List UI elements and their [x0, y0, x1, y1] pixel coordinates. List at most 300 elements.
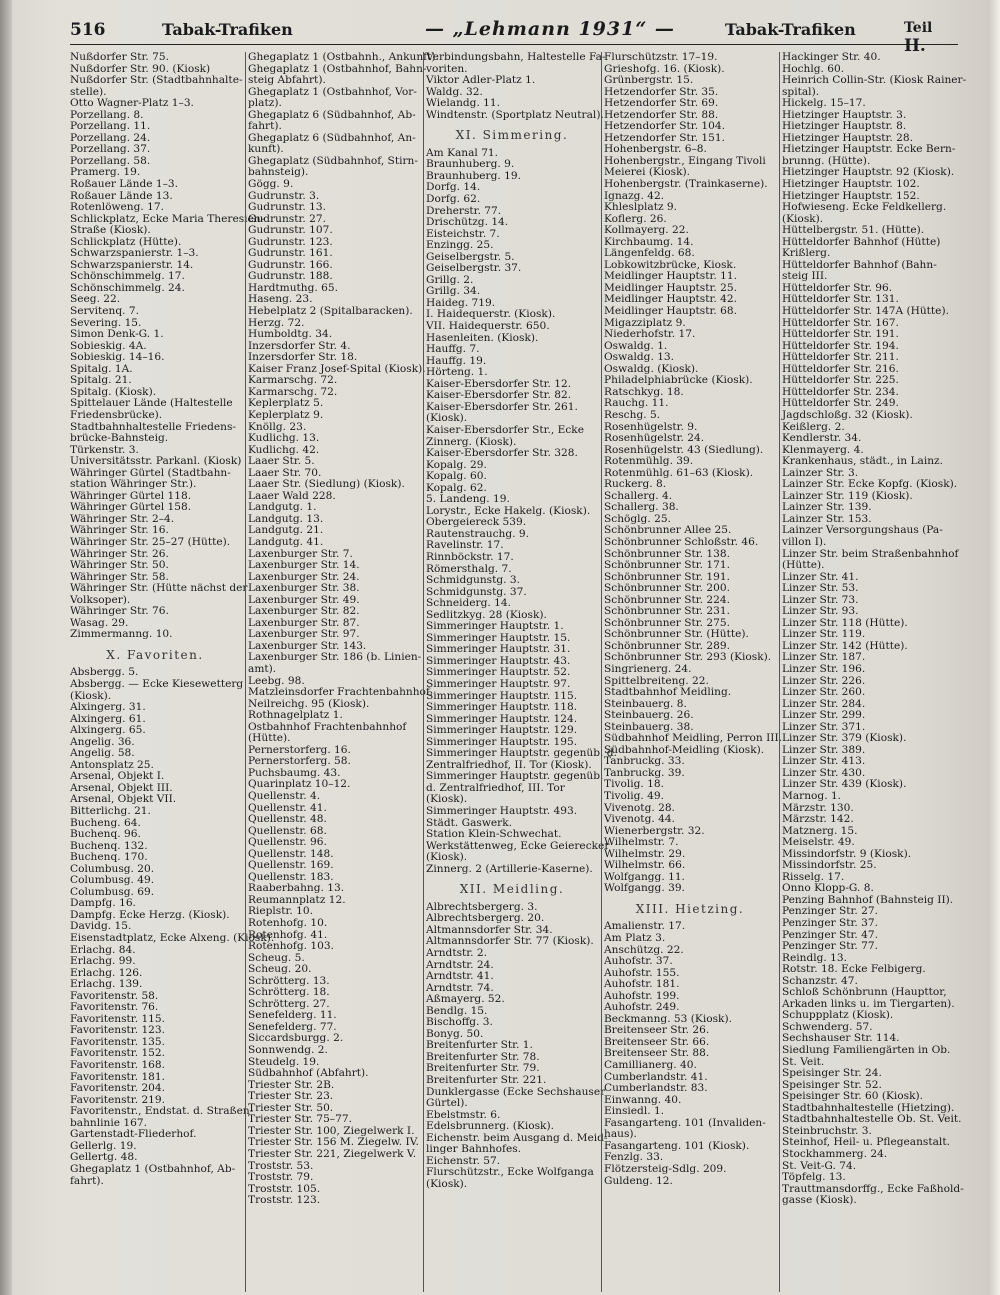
- listing-entry: Haseng. 23.: [248, 293, 313, 306]
- listing-entry: Roßauer Lände 1–3.: [70, 178, 179, 191]
- listing-entry: Märzstr. 130.: [782, 801, 854, 814]
- listing-entry: Camillianerg. 40.: [604, 1059, 697, 1072]
- column-rule: [245, 52, 246, 1292]
- listing-entry: Hietzinger Hauptstr. 152.: [782, 189, 920, 202]
- listing-entry: Reumannplatz 12.: [248, 893, 346, 906]
- listing-entry: Bischoffg. 3.: [426, 1016, 493, 1029]
- listing-entry: Kollmayerg. 22.: [604, 224, 689, 237]
- listing-entry: Hasenleiten. (Kiosk).: [426, 331, 539, 344]
- listing-entry: Puchsbaumg. 43.: [248, 766, 341, 779]
- listing-entry: Rotenmühlg. 39.: [604, 455, 694, 468]
- listing-entry: Hauffg. 7.: [426, 343, 480, 356]
- listing-entry: Landgutg. 1.: [248, 501, 317, 514]
- listing-entry: Linzer Str. 41.: [782, 570, 859, 583]
- listing-entry: Quellenstr. 68.: [248, 824, 327, 837]
- listing-entry: Columbusg. 69.: [70, 885, 155, 898]
- page-header: [70, 16, 958, 56]
- listing-entry: Währinger Gürtel 158.: [70, 501, 192, 514]
- listing-entry: Laxenburger Str. 38.: [248, 582, 360, 595]
- listing-entry: Schmidgunstg. 37.: [426, 585, 527, 598]
- listing-entry: Laxenburger Str. 49.: [248, 593, 360, 606]
- listing-entry: Davidg. 15.: [70, 920, 132, 933]
- listing-entry: Kaiser-Ebersdorfer Str., Ecke: [426, 423, 584, 436]
- listing-entry: Schönbrunner Str. 224.: [604, 593, 730, 606]
- listing-entry: Troststr. 105.: [248, 1182, 321, 1195]
- listing-entry: Tivolig. 18.: [604, 778, 664, 791]
- listing-entry: Währinger Str. 25–27 (Hütte).: [70, 535, 231, 548]
- listing-entry: Meidlinger Hauptstr. 25.: [604, 281, 737, 294]
- listing-entry: Hetzendorfer Str. 104.: [604, 120, 726, 133]
- listing-entry: Kudlichg. 42.: [248, 443, 320, 456]
- listing-entry: Zinnerg. (Kiosk).: [426, 435, 517, 448]
- listing-entry: Quarinplatz 10–12.: [248, 778, 351, 791]
- listing-entry: Schuppplatz (Kiosk).: [782, 1009, 894, 1022]
- listing-entry: Gudrunstr. 13.: [248, 201, 326, 214]
- listing-entry: Matzleinsdorfer Frachtenbahnhof.: [248, 686, 433, 699]
- listing-entry: Währinger Str. 26.: [70, 547, 169, 560]
- listing-entry: Station Klein-Schwechat.: [426, 828, 562, 841]
- listing-entry: Währinger Str. 16.: [70, 524, 169, 537]
- listing-entry: Hietzinger Hauptstr. 28.: [782, 131, 914, 144]
- listing-entry: Gartenstadt-Fliederhof.: [70, 1128, 197, 1141]
- listing-entry: Volksoper).: [70, 593, 131, 606]
- listing-entry: (Kiosk).: [70, 689, 112, 702]
- listing-entry: Meidlinger Hauptstr. 11.: [604, 270, 737, 283]
- listing-entry: Tivolig. 49.: [604, 790, 664, 802]
- listing-entry: Hütteldorfer Str. 96.: [782, 281, 893, 294]
- listing-entry: Erlachg. 139.: [70, 978, 143, 991]
- part-label: [904, 20, 958, 56]
- column-rule: [601, 52, 602, 1292]
- listing-entry: brücke-Bahnsteig.: [70, 432, 169, 445]
- listing-entry: Ignazg. 42.: [604, 189, 665, 202]
- listing-entry: Servitenq. 7.: [70, 305, 139, 318]
- listing-entry: Simmeringer Hauptstr. 97.: [426, 677, 571, 690]
- listing-entry: station Währinger Str.).: [70, 478, 197, 491]
- listing-entry: Kaiser-Ebersdorfer Str. 261.: [426, 400, 578, 413]
- listing-entry: (Kiosk).: [426, 412, 468, 425]
- listing-entry: Speisinger Str. 24.: [782, 1067, 882, 1080]
- listing-entry: Heinrich Collin-Str. (Kiosk Rainer-: [782, 74, 967, 87]
- listing-entry: steig III.: [782, 270, 828, 283]
- district-heading: XII. Meidling.: [459, 882, 565, 897]
- listing-entry: Sobieskig. 4A.: [70, 339, 147, 352]
- listing-entry: Breitenseer Str. 26.: [604, 1024, 710, 1037]
- listing-entry: Hütteldorfer Str. 225.: [782, 374, 899, 387]
- listing-entry: Lainzer Str. 139.: [782, 501, 872, 514]
- listing-entry: Schönbrunner Str. 289.: [604, 639, 730, 652]
- listing-entry: Ghegaplatz (Südbahnhof, Stirn-: [248, 154, 418, 167]
- listing-entry: amt).: [248, 662, 277, 675]
- listing-entry: Eisenstadtplatz, Ecke Alxeng. (Kiosk).: [70, 932, 275, 945]
- listing-entry: Töpfelg. 13.: [782, 1171, 846, 1184]
- column-rule: [779, 52, 780, 1292]
- listing-entry: Quellenstr. 183.: [248, 870, 334, 883]
- listing-entry: Nußdorfer Str. 90. (Kiosk): [70, 62, 211, 75]
- listing-entry: Senefelderg. 11.: [248, 1009, 337, 1022]
- listing-entry: Breitenfurter Str. 221.: [426, 1074, 547, 1087]
- listing-entry: platz).: [248, 97, 282, 110]
- listing-entry: Sonnwendg. 2.: [248, 1044, 328, 1057]
- listing-entry: Meiselstr. 49.: [782, 836, 855, 849]
- listing-entry: Quellenstr. 4.: [248, 790, 321, 802]
- listing-entry: Lainzer Str. Ecke Kopfg. (Kiosk).: [782, 478, 958, 491]
- listing-entry: Schönbrunner Str. 293 (Kiosk).: [604, 651, 772, 664]
- column-4: [604, 51, 783, 1292]
- listing-entry: Penzinger Str. 77.: [782, 940, 879, 953]
- listing-entry: Dreherstr. 77.: [426, 204, 502, 217]
- listing-entry: Flurschützstr. 17–19.: [604, 51, 718, 63]
- listing-entry: (Hütte).: [782, 559, 825, 572]
- listing-entry: Ruckerg. 8.: [604, 478, 667, 491]
- part-number: II.: [904, 36, 926, 56]
- listing-entry: Quellenstr. 41.: [248, 801, 327, 814]
- listing-entry: Fenzlg. 33.: [604, 1151, 664, 1164]
- listing-entry: Triester Str. 23.: [248, 1090, 334, 1103]
- listing-entry: Penzinger Str. 27.: [782, 905, 879, 918]
- listing-entry: Gellertg. 48.: [70, 1151, 138, 1164]
- listing-entry: Vivenotg. 28.: [604, 801, 675, 814]
- listing-entry: Ghegaplatz 1 (Ostbahnhof, Vor-: [248, 85, 417, 98]
- listing-entry: Schallerg. 4.: [604, 489, 673, 502]
- listing-entry: Wolfgangg. 11.: [604, 870, 685, 883]
- listing-entry: Schwenderg. 57.: [782, 1020, 873, 1033]
- listing-entry: Albrechtsbergerg. 20.: [426, 912, 545, 925]
- listing-entry: Schönbrunner Str. 200.: [604, 582, 730, 595]
- listing-entry: Wilhelmstr. 7.: [604, 836, 679, 849]
- listing-entry: Penzinger Str. 47.: [782, 928, 879, 941]
- listing-entry: Werkstättenweg, Ecke Geierecker: [426, 839, 610, 852]
- column-rule: [423, 52, 424, 1292]
- listing-entry: Eisteichstr. 7.: [426, 227, 500, 240]
- listing-entry: Erlachg. 99.: [70, 955, 136, 968]
- listing-entry: Simmeringer Hauptstr. 43.: [426, 654, 571, 667]
- listing-entry: Hietzinger Hauptstr. 102.: [782, 178, 920, 191]
- listing-entry: Marnog. 1.: [782, 790, 842, 802]
- listing-entry: Hetzendorfer Str. 69.: [604, 97, 719, 110]
- listing-entry: brunng. (Hütte).: [782, 154, 871, 167]
- listing-entry: Rieplstr. 10.: [248, 905, 313, 918]
- listing-entry: Simmeringer Hauptstr. gegenüb. d.: [426, 747, 617, 760]
- listing-entry: Städt. Gaswerk.: [426, 816, 513, 829]
- listing-entry: St. Veit.: [782, 1055, 825, 1068]
- listing-entry: Porzellang. 24.: [70, 131, 151, 144]
- listing-entry: Speisinger Str. 60 (Kiosk).: [782, 1090, 923, 1103]
- listing-entry: Triester Str. 100, Ziegelwerk I.: [248, 1124, 415, 1137]
- listing-entry: Roßauer Lände 13.: [70, 189, 173, 202]
- listing-entry: Obergeiereck 539.: [426, 516, 527, 529]
- running-title-center: — „Lehmann 1931“ —: [425, 18, 675, 40]
- listing-entry: Quellenstr. 48.: [248, 813, 327, 826]
- listing-entry: Krißlerg.: [782, 247, 831, 260]
- listing-entry: Sedlitzkyg. 28 (Kiosk).: [426, 608, 547, 621]
- listing-entry: Rauchg. 11.: [604, 397, 669, 410]
- listing-entry: Viktor Adler-Platz 1.: [426, 74, 536, 87]
- listing-entry: Linzer Str. 430.: [782, 766, 866, 779]
- listing-entry: Dunklergasse (Ecke Sechshauser: [426, 1085, 606, 1098]
- listing-entry: Schöglg. 25.: [604, 512, 671, 525]
- listing-entry: gasse (Kiosk).: [782, 1194, 857, 1207]
- listing-entry: Grillg. 2.: [426, 273, 474, 286]
- listing-entry: Schönschimmelg. 17.: [70, 270, 185, 283]
- listing-entry: Fasangarteng. 101 (Invaliden-: [604, 1116, 766, 1129]
- column-5: [782, 51, 967, 1292]
- listing-entry: Favoritenstr. 181.: [70, 1070, 166, 1083]
- listing-entry: Friedensbrücke).: [70, 408, 163, 421]
- listing-entry: Migazziplatz 9.: [604, 316, 686, 329]
- listing-entry: Speisinger Str. 52.: [782, 1078, 882, 1091]
- listing-entry: Schönbrunner Str. 171.: [604, 559, 730, 572]
- listing-entry: (Hütte).: [248, 732, 291, 745]
- listing-entry: Gudrunstr. 188.: [248, 270, 333, 283]
- listing-entry: Breitenseer Str. 88.: [604, 1047, 710, 1060]
- listing-entry: Siedlung Familiengärten in Ob.: [782, 1044, 951, 1057]
- listing-entry: Währinger Str. (Hütte nächst der: [70, 582, 248, 595]
- listing-entry: Absbergg. — Ecke Kiesewetterg: [70, 677, 244, 690]
- listing-entry: Hütteldorfer Str. 147A (Hütte).: [782, 305, 949, 318]
- listing-entry: Triester Str. 50.: [248, 1101, 334, 1114]
- listing-entry: Hütteldorfer Str. 211.: [782, 351, 899, 364]
- listing-entry: Spitalg. 1A.: [70, 362, 133, 375]
- listing-entry: bahnsteig).: [248, 166, 309, 179]
- listing-entry: Schönbrunner Allee 25.: [604, 524, 732, 537]
- listing-entry: Risselg. 17.: [782, 870, 845, 883]
- listing-entry: 5. Landeng. 19.: [426, 493, 510, 506]
- listing-entry: Missindorfstr. 25.: [782, 859, 877, 872]
- listing-entry: Trauttmansdorffg., Ecke Faßhold-: [782, 1182, 964, 1195]
- listing-entry: Eichenstr. 57.: [426, 1154, 501, 1167]
- listing-entry: Spittelauer Lände (Haltestelle: [70, 397, 233, 410]
- listing-entry: Rotenmühlg. 61–63 (Kiosk).: [604, 466, 754, 479]
- listing-entry: Schönbrunner Str. (Hütte).: [604, 628, 749, 641]
- listing-entry: Favoritenstr. 123.: [70, 1024, 166, 1037]
- listing-entry: Linzer Str. beim Straßenbahnhof: [782, 547, 959, 560]
- listing-entry: Dorfg. 14.: [426, 181, 481, 194]
- listing-entry: Rotenlöweng. 17.: [70, 201, 164, 214]
- listing-entry: Antonsplatz 25.: [70, 758, 154, 771]
- listing-entry: Alxingerg. 61.: [70, 712, 146, 725]
- listing-entry: Troststr. 53.: [248, 1159, 314, 1172]
- listing-entry: Längenfeldg. 68.: [604, 247, 695, 260]
- listing-entry: Schrötterg. 18.: [248, 986, 330, 999]
- listing-entry: Kopalg. 29.: [426, 458, 487, 471]
- listing-entry: Spitalg. (Kiosk).: [70, 385, 157, 398]
- listing-entry: Hütteldorfer Str. 249.: [782, 397, 899, 410]
- listing-entry: Karmarschg. 72.: [248, 374, 338, 387]
- listing-entry: Simmeringer Hauptstr. 493.: [426, 805, 578, 817]
- running-title-left: Tabak-Trafiken: [162, 20, 293, 39]
- listing-entry: Hietzinger Hauptstr. 8.: [782, 120, 907, 133]
- listing-entry: Scheug. 5.: [248, 951, 305, 964]
- listing-entry: Auhofstr. 37.: [604, 955, 673, 968]
- listing-entry: Dorfg. 62.: [426, 193, 481, 206]
- listing-entry: stelle).: [70, 85, 107, 98]
- listing-entry: Simmeringer Hauptstr. 1.: [426, 620, 564, 633]
- district-heading: XIII. Hietzing.: [635, 901, 745, 916]
- listing-entry: Simmeringer Hauptstr. 52.: [426, 666, 571, 679]
- listing-entry: Ostbahnhof Frachtenbahnhof: [248, 720, 407, 733]
- listing-entry: Oswaldg. 1.: [604, 339, 668, 352]
- listing-entry: Keplerplatz 9.: [248, 408, 324, 421]
- listing-entry: Favoritenstr. 168.: [70, 1059, 166, 1072]
- listing-entry: Windtenstr. (Sportplatz Neutral).: [426, 108, 604, 121]
- listing-entry: Troststr. 79.: [248, 1171, 314, 1184]
- listing-entry: Rosenhügelstr. 24.: [604, 432, 705, 445]
- listing-entry: Kaiser-Ebersdorfer Str. 328.: [426, 447, 578, 460]
- listing-entry: Singrienerg. 24.: [604, 662, 692, 675]
- listing-entry: Favoritenstr. 152.: [70, 1047, 166, 1060]
- binding-gutter: [0, 0, 12, 1295]
- listing-entry: Ghegaplatz 6 (Südbahnhof, An-: [248, 131, 416, 144]
- listing-entry: Klenmayerg. 4.: [782, 443, 864, 456]
- listing-entry: Simmeringer Hauptstr. gegenüb.: [426, 770, 604, 783]
- listing-entry: Triester Str. 2B.: [248, 1078, 335, 1091]
- listing-entry: Gürtel).: [426, 1097, 468, 1110]
- listing-entry: Philadelphiabrücke (Kiosk).: [604, 374, 753, 387]
- listing-entry: Oswaldg. (Kiosk).: [604, 362, 699, 375]
- listing-entry: Herzg. 72.: [248, 316, 305, 329]
- listing-entry: Raaberbahng. 13.: [248, 882, 345, 895]
- listing-entry: Steudelg. 19.: [248, 1055, 320, 1068]
- listing-entry: Hüttelbergstr. 51. (Hütte).: [782, 224, 925, 237]
- listing-entry: Lainzer Str. 3.: [782, 466, 859, 479]
- listing-entry: Edelsbrunnerg. (Kiosk).: [426, 1120, 554, 1133]
- listing-entry: Linzer Str. 93.: [782, 605, 859, 618]
- listing-columns: [70, 51, 967, 1292]
- listing-entry: Laaer Wald 228.: [248, 489, 336, 502]
- listing-entry: Ravelinstr. 17.: [426, 539, 504, 552]
- listing-entry: Porzellang. 37.: [70, 143, 151, 156]
- listing-entry: Onno Klopp-G. 8.: [782, 882, 874, 895]
- listing-entry: Altmannsdorfer Str. 34.: [426, 923, 553, 936]
- listing-entry: Favoritenstr. 115.: [70, 1012, 166, 1025]
- listing-entry: Auhofstr. 199.: [604, 989, 680, 1002]
- listing-entry: Drischützg. 14.: [426, 216, 509, 229]
- listing-entry: Währinger Str. 2–4.: [70, 512, 175, 525]
- listing-entry: Hietzinger Hauptstr. 3.: [782, 108, 907, 121]
- listing-entry: Simmeringer Hauptstr. 115.: [426, 689, 578, 702]
- listing-entry: Flötzersteig-Sdlg. 209.: [604, 1162, 727, 1175]
- listing-entry: Breitenfurter Str. 78.: [426, 1050, 540, 1063]
- listing-entry: Lainzer Str. 119 (Kiosk).: [782, 489, 913, 502]
- listing-entry: Laxenburger Str. 186 (b. Linien-: [248, 651, 422, 664]
- listing-entry: Währinger Gürtel (Stadtbahn-: [70, 466, 231, 479]
- listing-entry: Dampfg. Ecke Herzg. (Kiosk).: [70, 908, 230, 921]
- listing-entry: Triester Str. 75–77.: [248, 1113, 352, 1126]
- listing-entry: fahrt).: [70, 1174, 104, 1187]
- listing-entry: Amalienstr. 17.: [604, 920, 686, 933]
- listing-entry: Stadtbahnhaltestelle (Hietzing).: [782, 1101, 955, 1114]
- listing-entry: (Kiosk).: [782, 212, 824, 225]
- listing-entry: steig Abfahrt).: [248, 74, 326, 87]
- listing-entry: Laaer Str. 70.: [248, 466, 322, 479]
- listing-entry: Wienerbergstr. 32.: [604, 824, 705, 837]
- listing-entry: Bucheng. 64.: [70, 816, 141, 829]
- listing-entry: Waldg. 32.: [426, 85, 483, 98]
- listing-entry: Linzer Str. 196.: [782, 662, 866, 675]
- listing-entry: Anschützg. 22.: [604, 943, 684, 956]
- listing-entry: Verbindungsbahn, Haltestelle Fa-: [426, 51, 606, 63]
- running-title-right: Tabak-Trafiken: [725, 20, 856, 39]
- listing-entry: Penzinger Str. 37.: [782, 917, 879, 930]
- listing-entry: Beckmanng. 53 (Kiosk).: [604, 1012, 732, 1025]
- listing-entry: Schmidgunstg. 3.: [426, 574, 520, 587]
- listing-entry: Schallerg. 38.: [604, 501, 679, 514]
- listing-entry: Am Kanal 71.: [426, 146, 499, 159]
- listing-entry: Cumberlandstr. 41.: [604, 1070, 708, 1083]
- listing-entry: Jagdschloßg. 32 (Kiosk).: [782, 408, 913, 421]
- listing-entry: Cumberlandstr. 83.: [604, 1082, 708, 1095]
- listing-entry: Hochlg. 60.: [782, 62, 845, 75]
- listing-entry: Albrechtsbergerg. 3.: [426, 900, 538, 913]
- listing-entry: Arsenal, Objekt VII.: [70, 793, 177, 806]
- listing-entry: Penzing Bahnhof (Bahnsteig II).: [782, 893, 954, 906]
- listing-entry: Lainzer Versorgungshaus (Pa-: [782, 524, 943, 537]
- listing-entry: Linzer Str. 73.: [782, 593, 859, 606]
- listing-entry: Rosenhügelstr. 43 (Siedlung).: [604, 443, 764, 456]
- listing-entry: Linzer Str. 413.: [782, 755, 866, 768]
- listing-entry: Meidlinger Hauptstr. 42.: [604, 293, 737, 306]
- listing-entry: Knöllg. 23.: [248, 420, 307, 433]
- listing-entry: Alxingerg. 31.: [70, 701, 146, 714]
- listing-entry: Alxingerg. 65.: [70, 724, 146, 737]
- listing-entry: Einsiedl. 1.: [604, 1105, 665, 1118]
- listing-entry: Severing. 15.: [70, 316, 142, 329]
- listing-entry: Schönbrunner Str. 231.: [604, 605, 730, 618]
- listing-entry: Pramerg. 19.: [70, 166, 141, 179]
- listing-entry: villon I).: [782, 535, 827, 548]
- listing-entry: Simmeringer Hauptstr. 124.: [426, 712, 578, 725]
- listing-entry: Laxenburger Str. 7.: [248, 547, 353, 560]
- listing-entry: Spittelbreiteng. 22.: [604, 674, 709, 687]
- listing-entry: Quellenstr. 96.: [248, 836, 327, 849]
- listing-entry: Buchenq. 170.: [70, 851, 148, 864]
- listing-entry: Stadtbahnhaltestelle Ob. St. Veit.: [782, 1113, 962, 1126]
- listing-entry: Geiselbergstr. 5.: [426, 250, 515, 263]
- listing-entry: Braunhuberg. 9.: [426, 158, 515, 171]
- listing-entry: Fasangarteng. 101 (Kiosk).: [604, 1139, 750, 1152]
- listing-entry: Ghegaplatz 1 (Ostbahnhof, Ab-: [70, 1162, 236, 1175]
- listing-entry: Erlachg. 126.: [70, 966, 143, 979]
- listing-entry: Arndtstr. 2.: [426, 947, 488, 960]
- listing-entry: Hackinger Str. 40.: [782, 51, 881, 63]
- listing-entry: Hohenbergstr. 6–8.: [604, 143, 707, 156]
- listing-entry: Sechshauser Str. 114.: [782, 1032, 900, 1045]
- listing-entry: Pernerstorferg. 58.: [248, 755, 351, 768]
- listing-entry: Linzer Str. 187.: [782, 651, 866, 664]
- listing-entry: Gudrunstr. 27.: [248, 212, 326, 225]
- listing-entry: Hickelg. 15–17.: [782, 97, 866, 110]
- listing-entry: Steinhof, Heil- u. Pflegeanstalt.: [782, 1136, 950, 1149]
- listing-entry: Ghegaplatz 1 (Ostbahnh., Ankunft).: [248, 51, 439, 63]
- listing-entry: Gudrunstr. 166.: [248, 258, 333, 271]
- listing-entry: Hütteldorfer Str. 167.: [782, 316, 899, 329]
- listing-entry: Hütteldorfer Str. 234.: [782, 385, 899, 398]
- listing-entry: Dampfg. 16.: [70, 897, 136, 910]
- listing-entry: Spitalg. 21.: [70, 374, 132, 387]
- listing-entry: Römersthalg. 7.: [426, 562, 512, 575]
- listing-entry: Tanbruckg. 33.: [604, 755, 685, 768]
- listing-entry: Wilhelmstr. 29.: [604, 847, 686, 860]
- listing-entry: Breitenfurter Str. 79.: [426, 1062, 540, 1075]
- listing-entry: Straße (Kiosk).: [70, 224, 151, 237]
- listing-entry: Erlachg. 84.: [70, 943, 136, 956]
- listing-entry: Linzer Str. 389.: [782, 743, 866, 756]
- listing-entry: Inzersdorfer Str. 4.: [248, 339, 351, 352]
- listing-entry: Am Platz 3.: [604, 932, 666, 945]
- part-label-text: Teil: [904, 20, 933, 36]
- listing-entry: Porzellang. 8.: [70, 108, 144, 121]
